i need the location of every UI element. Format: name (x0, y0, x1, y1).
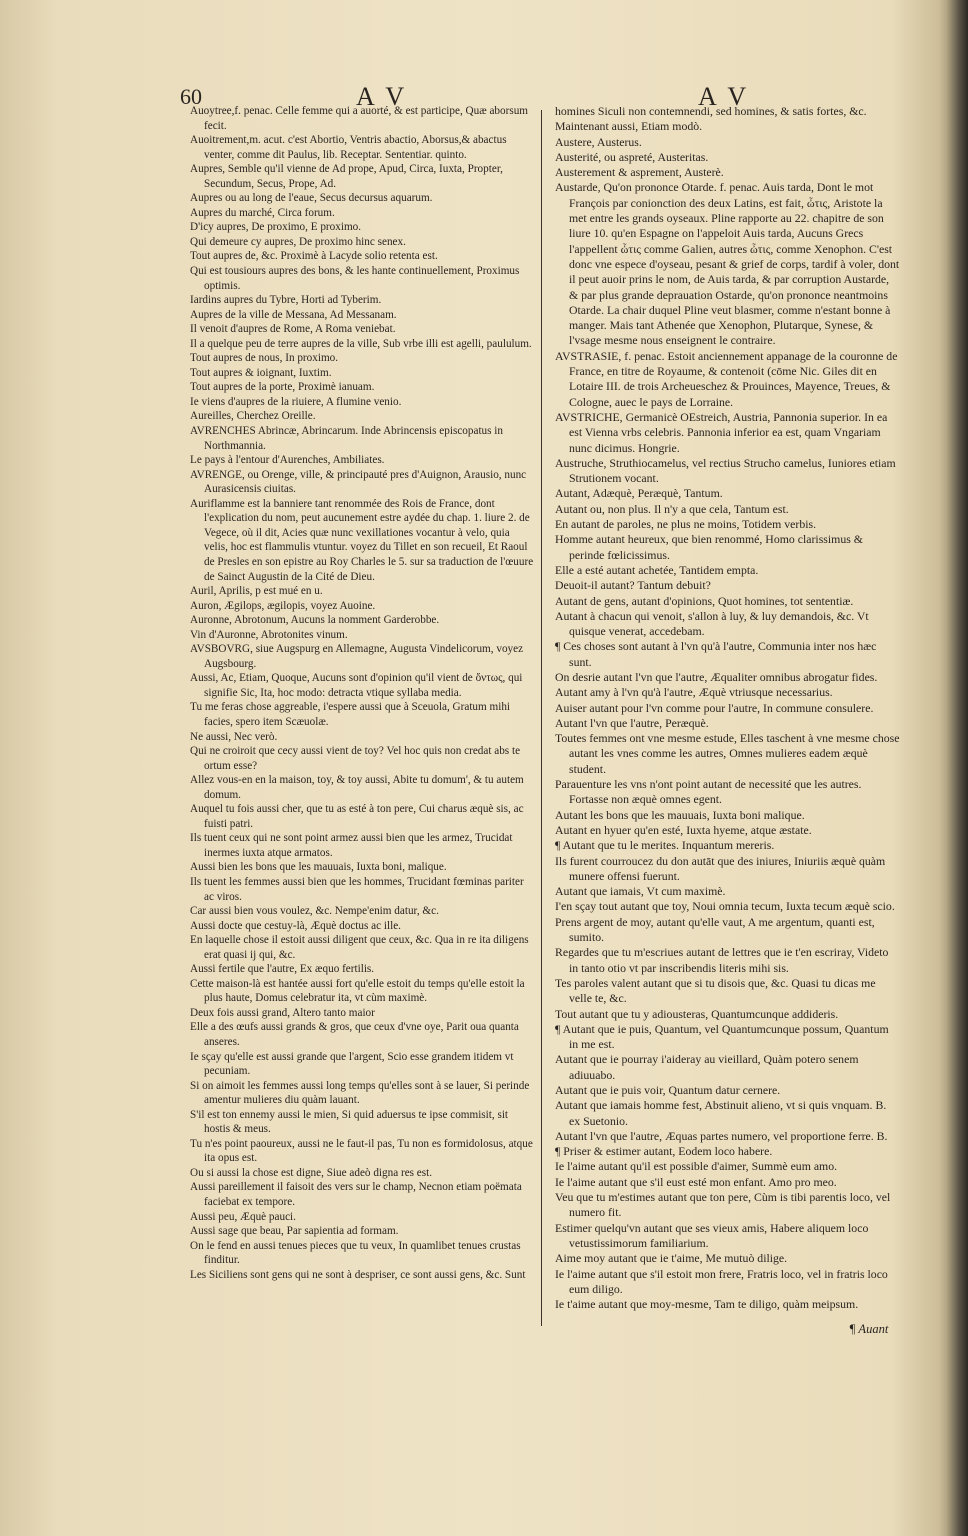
dictionary-entry: Aussi peu, Æquè pauci. (190, 1210, 296, 1223)
dictionary-entry: Tu me feras chose aggreable, i'espere aussi que à Sceuola, Gratum mihi facies, spero item Scæuolæ. (190, 701, 511, 728)
dictionary-entry: Ie sçay qu'elle est aussi grande que l'argent, Scio esse grandem itidem vt pecuniam. (190, 1050, 514, 1078)
dictionary-entry: Parauenture les vns n'ont point autant de necessité que les autres. Fortasse non æquè omnes egent. (555, 777, 862, 807)
dictionary-entry: Autant amy à l'vn qu'à l'autre, Æquè vtriusque necessarius. (555, 685, 833, 700)
dictionary-entry: Ie l'aime autant qu'il est possible d'aimer, Summè eum amo. (555, 1159, 838, 1174)
dictionary-entry: Ils furent courroucez du don autāt que des iniures, Iniuriis æquè quàm munere offensi fuerunt. (555, 853, 886, 883)
dictionary-entry: Auron, Ægilops, ægilopis, voyez Auoine. (190, 599, 376, 612)
dictionary-entry: Elle a des œufs aussi grands & gros, que ceux d'vne oye, Parit oua quanta anseres. (190, 1021, 519, 1048)
dictionary-entry: Auiser autant pour l'vn comme pour l'autre, In commune consulere. (555, 700, 874, 715)
dictionary-entry: Ils tuent ceux qui ne sont point armez aussi bien que les armez, Trucidat inermes iuxta atque armatos. (190, 832, 513, 859)
dictionary-entry: Car aussi bien vous voulez, &c. Nempe'enim datur, &c. (190, 905, 439, 918)
dictionary-entry: Ie l'aime autant que s'il eust esté mon enfant. Amo pro meo. (555, 1174, 837, 1189)
dictionary-entry: Toutes femmes ont vne mesme estude, Elles taschent à vne mesme chose autant les vnes comme les autres, Omnes mulieres eadem æquè student. (555, 731, 900, 776)
dictionary-entry: Austerité, ou aspreté, Austeritas. (555, 149, 709, 164)
dictionary-entry: Ie l'aime autant que s'il estoit mon frere, Fratris loco, vel in fratris loco eum diligo. (555, 1266, 888, 1296)
dictionary-entry: Tout aupres de la porte, Proximè ianuam. (190, 381, 375, 394)
dictionary-entry: Vin d'Auronne, Abrotonites vinum. (190, 628, 348, 641)
right-column (555, 104, 900, 1312)
page-number: 60 (180, 84, 202, 109)
dictionary-entry: Ou si aussi la chose est digne, Siue adeò digna res est. (190, 1166, 433, 1179)
column-divider (541, 110, 542, 1326)
left-column (190, 104, 535, 1282)
dictionary-entry: Tout autant que tu y adiousteras, Quantumcunque addideris. (555, 1006, 839, 1021)
dictionary-entry: Autant l'vn que l'autre, Peræquè. (555, 715, 709, 730)
dictionary-entry: Aussi fertile que l'autre, Ex æquo fertilis. (190, 963, 375, 976)
dictionary-entry: Aussi sage que beau, Par sapientia ad formam. (190, 1225, 399, 1238)
dictionary-entry: Autant l'vn que l'autre, Æquas partes numero, vel proportione ferre. B. (555, 1128, 888, 1143)
dictionary-entry: Auril, Aprilis, p est mué en u. (190, 585, 323, 598)
dictionary-entry: D'icy aupres, De proximo, E proximo. (190, 221, 362, 234)
dictionary-entry: Autant de gens, autant d'opinions, Quot homines, tot sententiæ. (555, 593, 854, 608)
dictionary-entry: On desrie autant l'vn que l'autre, Æqualiter omnibus abrogatur fides. (555, 669, 878, 684)
dictionary-entry: Tout aupres & ioignant, Iuxtim. (190, 366, 332, 379)
dictionary-entry: Autant ou, non plus. Il n'y a que cela, Tantum est. (555, 501, 789, 516)
dictionary-entry: Estimer quelqu'vn autant que ses vieux amis, Habere aliquem loco vetustissimorum familiarium. (555, 1220, 869, 1250)
page-edge-shadow (946, 0, 968, 1536)
dictionary-entry: Aussi docte que cestuy-là, Æquè doctus ac ille. (190, 919, 401, 932)
dictionary-entry: Ne aussi, Nec verò. (190, 730, 278, 743)
dictionary-entry: AVSTRICHE, Germanicè OEstreich, Austria, Pannonia superior. In ea est Vienna vrbs celebris. Pannonia inferior ea est, quam Vngariam nunc dicimus. Hongrie. (555, 409, 888, 455)
dictionary-entry: Si on aimoit les femmes aussi long temps qu'elles sont à se lauer, Si perinde amentur mulieres diu quàm lauant. (190, 1079, 530, 1107)
catchword: ¶ Auant (849, 1322, 889, 1336)
dictionary-entry: En autant de paroles, ne plus ne moins, Totidem verbis. (555, 517, 817, 532)
dictionary-entry: Austruche, Struthiocamelus, vel rectius Strucho camelus, Iuniores etiam Strutionem vocant. (555, 455, 896, 486)
dictionary-entry: Qui demeure cy aupres, De proximo hinc senex. (190, 235, 406, 248)
dictionary-entry: Il a quelque peu de terre aupres de la ville, Sub vrbe illi est agelli, paululum. (190, 337, 532, 350)
dictionary-entry: Elle a esté autant achetée, Tantidem empta. (555, 562, 759, 577)
dictionary-entry: Aime moy autant que ie t'aime, Me mutuò dilige. (555, 1251, 788, 1266)
dictionary-entry: Austere, Austerus. (555, 134, 642, 149)
dictionary-entry: Aupres, Semble qu'il vienne de Ad prope, Apud, Circa, Iuxta, Propter, Secundum, Secus, Prope, Ad. (190, 163, 503, 190)
dictionary-entry: Aussi bien les bons que les mauuais, Iuxta boni, malique. (190, 861, 447, 874)
dictionary-entry: Les Siciliens sont gens qui ne sont à despriser, ce sont aussi gens, &c. Sunt (190, 1268, 526, 1281)
dictionary-entry: Maintenant aussi, Etiam modò. (555, 119, 703, 134)
dictionary-entry: Il venoit d'aupres de Rome, A Roma veniebat. (190, 323, 396, 336)
dictionary-entry: S'il est ton ennemy aussi le mien, Si quid aduersus te ipse commisit, sit hostis & meus. (190, 1108, 509, 1136)
running-header-right: A V (698, 82, 750, 111)
dictionary-entry: Autant que ie pourray i'aideray au vieillard, Quàm potero senem adiuuabo. (555, 1052, 859, 1082)
dictionary-entry: Auriflamme est la banniere tant renommée des Rois de France, dont l'explication du nom, peut aucunement estre aydée du chap. 1. liure 2. de Vegece, où il dit, Acies quæ nunc vexillationes vocantur à velo, quia velis, hoc est flammulis vtuntur. voyez du Tillet en son recueil, Et Raoul de Presles en son epistre au Roy Charles le 5. sur sa traduction de l'œuure de Sainct Augustin de la Cité de Dieu. (190, 497, 534, 583)
dictionary-entry: Autant à chacun qui venoit, s'allon à luy, & luy demandois, &c. Vt quisque venerat, accedebam. (555, 608, 869, 639)
dictionary-entry: Allez vous-en en la maison, toy, & toy aussi, Abite tu domum', & tu autem domum. (190, 774, 524, 801)
dictionary-entry: Autant en hyuer qu'en esté, Iuxta hyeme, atque æstate. (555, 822, 812, 837)
dictionary-entry: Qui ne croiroit que cecy aussi vient de toy? Vel hoc quis non credat abs te ortum esse? (190, 745, 521, 772)
dictionary-entry: Aupres du marché, Circa forum. (190, 206, 335, 219)
dictionary-entry: Deux fois aussi grand, Altero tanto maior (190, 1006, 375, 1019)
dictionary-entry: Ils tuent les femmes aussi bien que les hommes, Trucidant fœminas pariter ac viros. (190, 875, 524, 903)
running-header-left: A V (356, 82, 408, 111)
dictionary-entry: homines Siculi non contemnendi, sed homines, & satis fortes, &c. (555, 104, 867, 118)
dictionary-entry: Aupres de la ville de Messana, Ad Messanam. (190, 308, 397, 321)
dictionary-entry: I'en sçay tout autant que toy, Noui omnia tecum, Iuxta tecum æquè scio. (555, 899, 895, 914)
dictionary-entry: Aureilles, Cherchez Oreille. (190, 410, 316, 423)
dictionary-entry: Autant que ie puis voir, Quantum datur cernere. (555, 1083, 781, 1097)
dictionary-entry: Deuoit-il autant? Tantum debuit? (555, 578, 711, 593)
dictionary-entry: Austarde, Qu'on prononce Otarde. f. penac. Auis tarda, Dont le mot François par conionction des deux Latins, est fait, ὦτις, Aristote la met entre les grands oyseaux. Pline rapporte au 22. chapitre de son liure 10. qu'en Espagne on l'appeloit Auis tarda, Aucuns Grecs l'appellent ὦτις comme Galien, autres ὦτις, comme Xenophon. C'est donc vne espece d'oyseau, pesant & grief de corps, tardif à voler, dont il peut auoir prins le nom, de Auis tarda, & par corruption Austarde, & par plus grande deprauation Ostarde, qu'on prononce neantmoins Otarde. La chair duquel Pline veut blasmer, comme n'estant bonne à manger. Mais tant Athenée que Xenophon, Plutarque, Synese, & l'vsage mesme nous enseignent le contraire. (555, 180, 900, 348)
dictionary-entry: AVSBOVRG, siue Augspurg en Allemagne, Augusta Vindelicorum, voyez Augsbourg. (190, 643, 524, 670)
dictionary-entry: AVRENGE, ou Orenge, ville, & principauté pres d'Auignon, Arausio, nunc Aurasicensis ciuitas. (190, 468, 527, 496)
dictionary-entry: Tes paroles valent autant que si tu disois que, &c. Quasi tu dicas me velle te, &c. (555, 975, 876, 1006)
dictionary-entry: Ie t'aime autant que moy-mesme, Tam te diligo, quàm meipsum. (555, 1297, 859, 1312)
dictionary-entry: ¶ Ces choses sont autant à l'vn qu'à l'autre, Communia inter nos hæc sunt. (555, 639, 877, 669)
dictionary-entry: Iardins aupres du Tybre, Horti ad Tyberim. (190, 294, 382, 307)
dictionary-entry: ¶ Autant que ie puis, Quantum, vel Quantumcunque possum, Quantum in me est. (555, 1021, 889, 1052)
dictionary-entry: Auquel tu fois aussi cher, que tu as esté à ton pere, Cui charus æquè sis, ac fuisti patri. (190, 803, 524, 830)
dictionary-entry: Cette maison-là est hantée aussi fort qu'elle estoit du temps qu'elle estoit la plus haute, Domus celebratur ita, vt cùm maximè. (190, 977, 525, 1005)
dictionary-entry: ¶ Priser & estimer autant, Eodem loco habere. (555, 1144, 773, 1159)
dictionary-entry: Le pays à l'entour d'Aurenches, Ambiliates. (190, 454, 385, 467)
dictionary-entry: Ie viens d'aupres de la riuiere, A flumine venio. (190, 395, 402, 408)
dictionary-entry: Tout aupres de, &c. Proximè à Lacyde solio retenta est. (190, 250, 438, 263)
dictionary-entry: Auronne, Abrotonum, Aucuns la nomment Garderobbe. (190, 614, 440, 627)
dictionary-entry: Austerement & asprement, Austerè. (555, 165, 724, 180)
dictionary-entry: AVRENCHES Abrincæ, Abrincarum. Inde Abrincensis episcopatus in Northmannia. (190, 425, 504, 452)
dictionary-entry: Autant que iamais homme fest, Abstinuit alieno, vt si quis vnquam. B. ex Suetonio. (555, 1098, 887, 1128)
dictionary-entry: Autant les bons que les mauuais, Iuxta boni malique. (555, 807, 805, 822)
dictionary-entry: En laquelle chose il estoit aussi diligent que ceux, &c. Qua in re ita diligens erat quasi ij qui, &c. (190, 934, 529, 961)
dictionary-entry: AVSTRASIE, f. penac. Estoit anciennement appanage de la couronne de France, en titre de Royaume, & contenoit (cōme Nic. Giles dit en Lotaire III. de trois Archeueschez & Prouinces, Mayence, Treues, & Cologne, auec le pays de Lorraine. (555, 348, 898, 409)
dictionary-entry: On le fend en aussi tenues pieces que tu veux, In quamlibet tenues crustas finditur. (190, 1239, 521, 1267)
dictionary-entry: Aupres ou au long de l'eaue, Secus decursus aquarum. (190, 192, 433, 205)
dictionary-entry: Prens argent de moy, autant qu'elle vaut, A me argentum, quanti est, sumito. (555, 914, 875, 945)
dictionary-entry: Regardes que tu m'escriues autant de lettres que ie t'en escriray, Videto in tanto otio vt par inscribendis literis mihi sis. (555, 945, 889, 975)
dictionary-entry: Veu que tu m'estimes autant que ton pere, Cùm is tibi parentis loco, vel numero fit. (555, 1190, 891, 1220)
dictionary-entry: Homme autant heureux, que bien renommé, Homo clarissimus & perinde fœlicissimus. (555, 532, 863, 562)
dictionary-entry: Aussi, Ac, Etiam, Quoque, Aucuns sont d'opinion qu'il vient de ὄντως, qui signifie Sic, Ita, hoc modo: detracta vtique syllaba media. (190, 672, 523, 699)
dictionary-entry: Auoitrement,m. acut. c'est Abortio, Ventris abactio, Aborsus,& abactus venter, comme dit Paulus, lib. Receptar. Sententiar. quinto. (190, 134, 507, 161)
dictionary-entry: Aussi pareillement il faisoit des vers sur le champ, Necnon etiam poëmata faciebat ex tempore. (190, 1181, 522, 1209)
dictionary-entry: ¶ Autant que tu le merites. Inquantum mereris. (555, 838, 775, 853)
dictionary-entry: Autant, Adæquè, Peræquè, Tantum. (555, 486, 723, 501)
dictionary-entry: Auoytree,f. penac. Celle femme qui a auorté, & est participe, Quæ aborsum fecit. (190, 105, 528, 132)
dictionary-entry: Qui est tousiours aupres des bons, & les hante continuellement, Proximus optimis. (190, 265, 520, 292)
dictionary-entry: Tu n'es point paoureux, aussi ne le faut-il pas, Tu non es formidolosus, atque ita opus est. (190, 1137, 533, 1165)
dictionary-entry: Autant que iamais, Vt cum maximè. (555, 884, 726, 899)
dictionary-entry: Tout aupres de nous, In proximo. (190, 352, 339, 365)
